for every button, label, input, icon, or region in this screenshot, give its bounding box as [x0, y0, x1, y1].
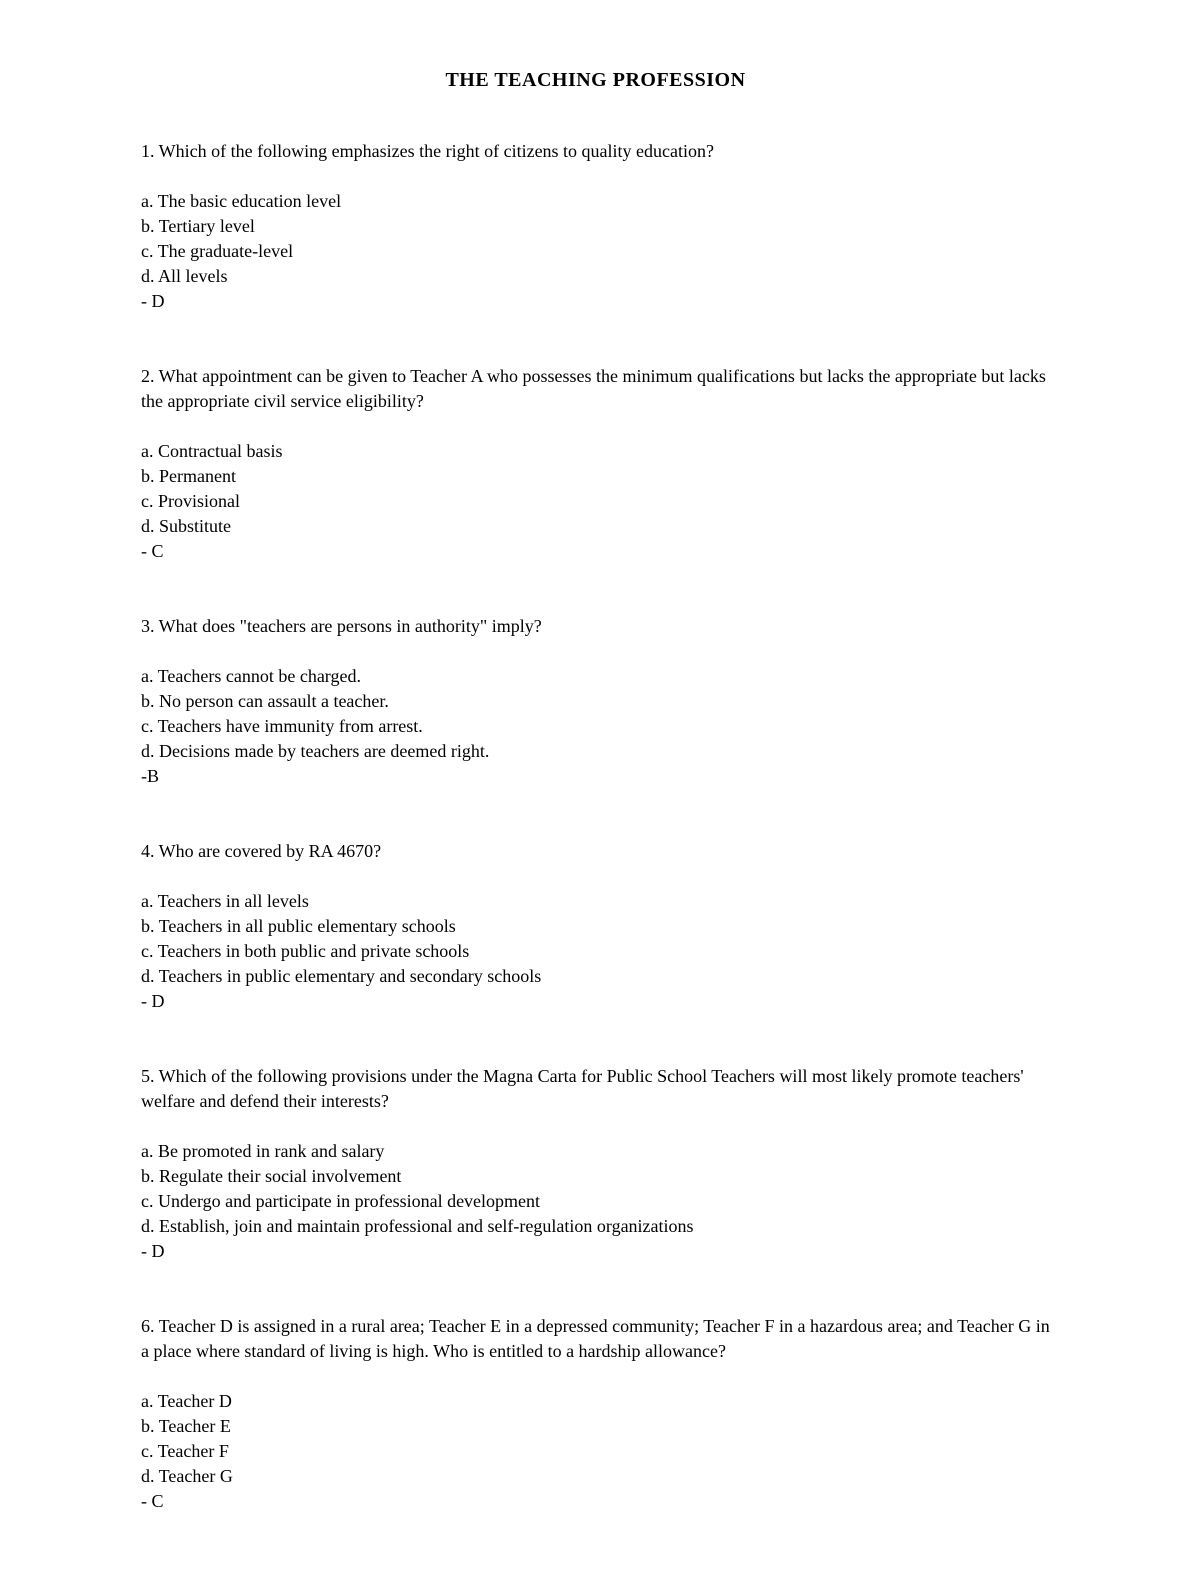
option-text: a. Teacher D [141, 1391, 232, 1411]
question-block [141, 139, 1050, 314]
option-text: b. No person can assault a teacher. [141, 691, 389, 711]
option-text: a. The basic education level [141, 191, 342, 211]
option-text: c. Undergo and participate in professional development [141, 1191, 541, 1211]
option-text: a. Teachers cannot be charged. [141, 666, 361, 686]
option-text: a. Contractual basis [141, 441, 283, 461]
options-list [141, 1389, 1050, 1489]
option-text: d. All levels [141, 266, 228, 286]
option-text: d. Substitute [141, 516, 232, 536]
page-title: THE TEACHING PROFESSION [445, 69, 746, 91]
option-text: b. Teacher E [141, 1416, 231, 1436]
answer-text: - C [141, 541, 164, 561]
option-text: d. Teacher G [141, 1466, 233, 1486]
option-text: c. Teachers have immunity from arrest. [141, 716, 423, 736]
answer-text: -B [141, 766, 159, 786]
question-text: 1. Which of the following emphasizes the right of citizens to quality education? [141, 141, 715, 161]
option-text: b. Regulate their social involvement [141, 1166, 402, 1186]
options-list [141, 664, 1050, 764]
answer-text: - D [141, 991, 165, 1011]
options-list [141, 189, 1050, 289]
option-text: c. Provisional [141, 491, 240, 511]
question-text: 5. Which of the following provisions under the Magna Carta for Public School Teachers will most likely promote teachers' welfare and defend their interests? [141, 1066, 1024, 1111]
answer-text: - C [141, 1491, 164, 1511]
option-text: c. Teacher F [141, 1441, 229, 1461]
question-block [141, 1314, 1050, 1514]
option-text: b. Permanent [141, 466, 236, 486]
option-text: b. Tertiary level [141, 216, 255, 236]
option-text: d. Establish, join and maintain professional and self-regulation organizations [141, 1216, 694, 1236]
option-text: d. Teachers in public elementary and secondary schools [141, 966, 542, 986]
option-text: d. Decisions made by teachers are deemed right. [141, 741, 490, 761]
question-block [141, 614, 1050, 789]
option-text: c. Teachers in both public and private schools [141, 941, 470, 961]
answer-text: - D [141, 291, 165, 311]
options-list [141, 889, 1050, 989]
question-text: 4. Who are covered by RA 4670? [141, 841, 382, 861]
options-list [141, 1139, 1050, 1239]
question-text: 3. What does "teachers are persons in authority" imply? [141, 616, 542, 636]
option-text: a. Be promoted in rank and salary [141, 1141, 385, 1161]
option-text: c. The graduate-level [141, 241, 294, 261]
answer-text: - D [141, 1241, 165, 1261]
option-text: a. Teachers in all levels [141, 891, 309, 911]
question-text: 2. What appointment can be given to Teacher A who possesses the minimum qualifications but lacks the appropriate but lacks the appropriate civil service eligibility? [141, 366, 1046, 411]
questions-container [141, 139, 1050, 1514]
options-list [141, 439, 1050, 539]
option-text: b. Teachers in all public elementary schools [141, 916, 456, 936]
question-block [141, 364, 1050, 564]
question-text: 6. Teacher D is assigned in a rural area; Teacher E in a depressed community; Teacher F in a hazardous area; and Teacher G in a place where standard of living is high. Who is entitled to a hardship allowance? [141, 1316, 1050, 1361]
question-block [141, 1064, 1050, 1264]
question-block [141, 839, 1050, 1014]
